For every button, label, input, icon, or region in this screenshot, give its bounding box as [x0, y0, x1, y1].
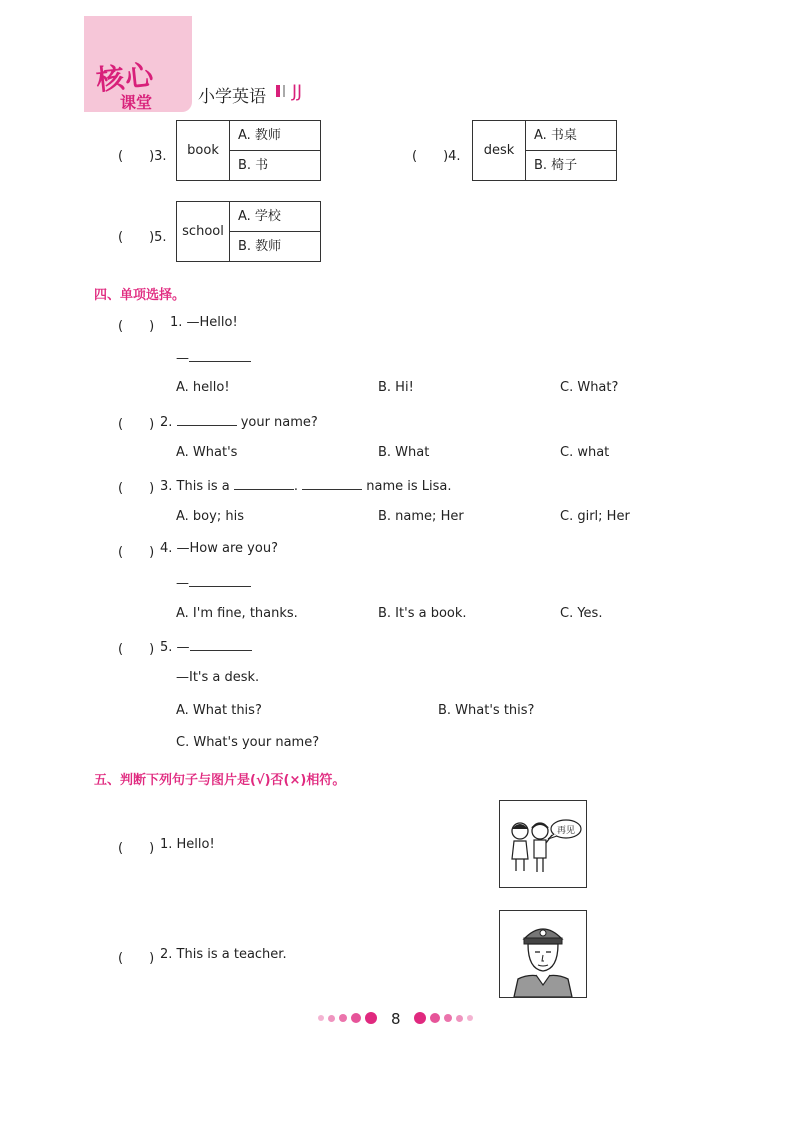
match-4-paren: ( )4.: [412, 149, 461, 164]
q4-5-paren: ( ): [118, 642, 155, 657]
q4-3-option-a: A. boy; his: [176, 509, 244, 524]
q5-2-paren: ( ): [118, 951, 155, 966]
match-5-table: [176, 201, 321, 262]
q4-5-option-c: C. What's your name?: [176, 735, 320, 750]
section-5-title: 五、判断下列句子与图片是(√)否(×)相符。: [94, 773, 346, 788]
q5-1-text: 1. Hello!: [160, 837, 215, 852]
q4-4-dash: —: [176, 576, 189, 591]
q4-1-blank[interactable]: [189, 349, 251, 362]
q4-1-option-c: C. What?: [560, 380, 619, 395]
q4-3-stem-mid: .: [293, 479, 298, 494]
decor-dot: [328, 1015, 335, 1022]
match-4-option-b: B. 椅子: [526, 150, 616, 180]
q4-4-paren: ( ): [118, 545, 155, 560]
match-3-option-a: A. 教师: [238, 128, 281, 143]
logo-text-bottom: 课堂: [120, 93, 153, 112]
q4-3-stem-suffix: name is Lisa.: [366, 479, 452, 494]
q4-5-option-b: B. What's this?: [438, 703, 535, 718]
decor-dot: [318, 1015, 324, 1021]
q4-2-paren: ( ): [118, 417, 155, 432]
q4-5-reply: —It's a desk.: [176, 670, 260, 685]
decor-dot: [467, 1015, 473, 1021]
q4-1-answer-line: [176, 349, 251, 366]
decor-dot: [430, 1013, 440, 1023]
q4-2-stem-suffix: your name?: [240, 415, 318, 430]
q4-3-stem: [160, 477, 452, 494]
decor-dot: [339, 1014, 347, 1022]
q4-4-option-b: B. It's a book.: [378, 606, 467, 621]
q4-1-stem: 1. —Hello!: [170, 315, 238, 330]
logo-text-top: 核心: [94, 58, 156, 97]
q4-3-option-c: C. girl; Her: [560, 509, 630, 524]
match-3-table: [176, 120, 321, 181]
q4-4-option-c: C. Yes.: [560, 606, 603, 621]
q4-3-stem-prefix: 3. This is a: [160, 479, 230, 494]
q4-4-option-a: A. I'm fine, thanks.: [176, 606, 298, 621]
match-3-paren: ( )3.: [118, 149, 167, 164]
page-number: 8: [391, 1010, 401, 1028]
match-3-word: book: [177, 121, 230, 180]
q5-2-text: 2. This is a teacher.: [160, 947, 287, 962]
decor-dot: [444, 1014, 452, 1022]
q4-3-blank-1[interactable]: [234, 477, 294, 490]
q4-5-option-a: A. What this?: [176, 703, 262, 718]
logo: [84, 16, 192, 112]
police-officer-illustration: [500, 911, 586, 997]
match-5-paren: ( )5.: [118, 230, 167, 245]
q4-2-option-a: A. What's: [176, 445, 238, 460]
subject-title: 小学英语: [198, 87, 266, 107]
q4-2-stem-prefix: 2.: [160, 415, 173, 430]
two-children-waving-illustration: [500, 801, 586, 887]
q4-2-blank[interactable]: [177, 413, 237, 426]
q4-5-stem-text: 5. —: [160, 640, 190, 655]
footer-dots-left: [318, 1012, 377, 1024]
q4-5-blank[interactable]: [190, 638, 252, 651]
q4-3-paren: ( ): [118, 481, 155, 496]
footer-dots-right: [414, 1012, 473, 1024]
q5-2-picture: [499, 910, 587, 998]
speech-bubble-text: 再见: [556, 826, 576, 836]
q5-1-picture: [499, 800, 587, 888]
decor-dot: [414, 1012, 426, 1024]
decor-dot: [456, 1015, 463, 1022]
q4-4-stem: 4. —How are you?: [160, 541, 278, 556]
header-accent-bar: [276, 85, 280, 97]
q4-3-option-b: B. name; Her: [378, 509, 464, 524]
q4-1-option-a: A. hello!: [176, 380, 230, 395]
match-3-option-b: B. 书: [230, 150, 320, 180]
decor-dot: [351, 1013, 361, 1023]
match-4-option-a: A. 书桌: [534, 128, 577, 143]
match-5-word: school: [177, 202, 230, 261]
q5-1-paren: ( ): [118, 841, 155, 856]
q4-2-stem: [160, 413, 318, 430]
edition-code: JJ: [292, 82, 303, 102]
match-4-table: [472, 120, 617, 181]
match-5-option-b: B. 教师: [230, 231, 320, 261]
q4-4-answer-line: [176, 574, 251, 591]
match-4-word: desk: [473, 121, 526, 180]
header-divider: [283, 85, 285, 97]
q4-2-option-b: B. What: [378, 445, 430, 460]
q4-3-blank-2[interactable]: [302, 477, 362, 490]
q4-1-paren: ( ): [118, 319, 155, 334]
q4-2-option-c: C. what: [560, 445, 610, 460]
q4-1-dash: —: [176, 351, 189, 366]
q4-5-stem: [160, 638, 252, 655]
match-5-option-a: A. 学校: [238, 209, 281, 224]
decor-dot: [365, 1012, 377, 1024]
q4-4-blank[interactable]: [189, 574, 251, 587]
q4-1-option-b: B. Hi!: [378, 380, 414, 395]
section-4-title: 四、单项选择。: [94, 288, 186, 303]
